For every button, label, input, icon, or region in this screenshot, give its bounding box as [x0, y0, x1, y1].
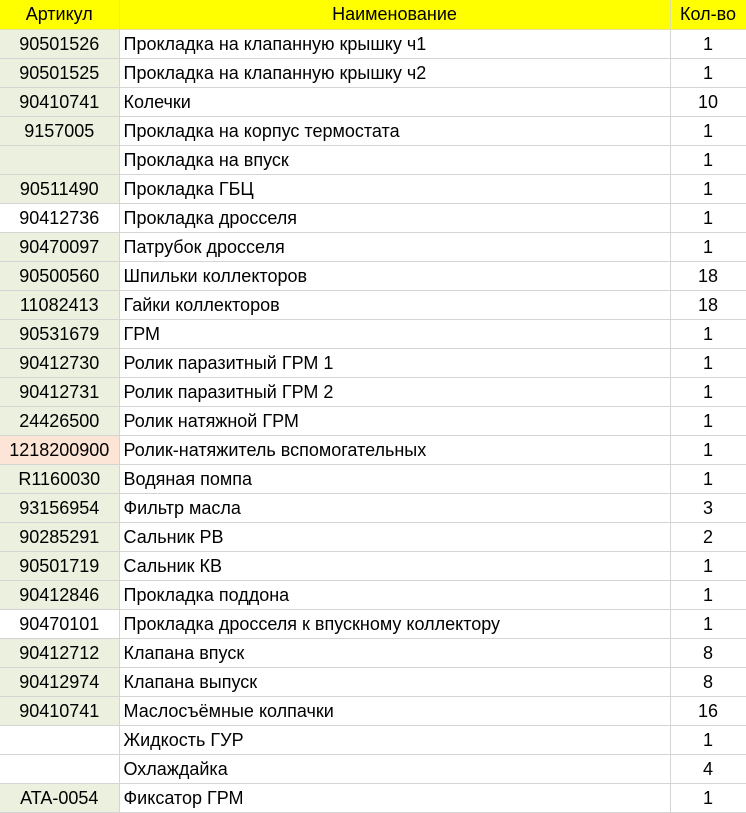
cell-qty[interactable]: 1: [670, 349, 746, 378]
cell-article[interactable]: 90531679: [0, 320, 119, 349]
cell-name[interactable]: Маслосъёмные колпачки: [119, 697, 670, 726]
cell-article[interactable]: [0, 146, 119, 175]
cell-qty[interactable]: 8: [670, 639, 746, 668]
cell-name[interactable]: Ролик-натяжитель вспомогательных: [119, 436, 670, 465]
cell-name[interactable]: Прокладка на корпус термостата: [119, 117, 670, 146]
cell-article[interactable]: [0, 726, 119, 755]
cell-article[interactable]: R1160030: [0, 465, 119, 494]
cell-name[interactable]: Клапана впуск: [119, 639, 670, 668]
table-body: [0, 30, 746, 813]
cell-qty[interactable]: 1: [670, 175, 746, 204]
cell-qty[interactable]: 10: [670, 88, 746, 117]
cell-article[interactable]: 90412730: [0, 349, 119, 378]
cell-qty[interactable]: 4: [670, 755, 746, 784]
cell-qty[interactable]: 16: [670, 697, 746, 726]
cell-name[interactable]: Гайки коллекторов: [119, 291, 670, 320]
table-row: [0, 291, 746, 320]
table-row: [0, 320, 746, 349]
table-row: [0, 465, 746, 494]
cell-name[interactable]: Сальник КВ: [119, 552, 670, 581]
cell-name[interactable]: Водяная помпа: [119, 465, 670, 494]
table-row: [0, 755, 746, 784]
cell-name[interactable]: Фильтр масла: [119, 494, 670, 523]
cell-qty[interactable]: 1: [670, 784, 746, 813]
table-row: [0, 581, 746, 610]
table-row: [0, 668, 746, 697]
cell-article[interactable]: 90412974: [0, 668, 119, 697]
table-row: [0, 407, 746, 436]
cell-article[interactable]: 90412846: [0, 581, 119, 610]
table-row: [0, 204, 746, 233]
cell-qty[interactable]: 1: [670, 233, 746, 262]
table-row: [0, 697, 746, 726]
cell-name[interactable]: Ролик паразитный ГРМ 2: [119, 378, 670, 407]
table-row: [0, 30, 746, 59]
cell-qty[interactable]: 1: [670, 204, 746, 233]
cell-article[interactable]: 24426500: [0, 407, 119, 436]
cell-article[interactable]: 90501525: [0, 59, 119, 88]
cell-qty[interactable]: 18: [670, 262, 746, 291]
cell-qty[interactable]: 1: [670, 117, 746, 146]
cell-article[interactable]: 9157005: [0, 117, 119, 146]
cell-name[interactable]: Прокладка на клапанную крышку ч2: [119, 59, 670, 88]
cell-article[interactable]: 90410741: [0, 88, 119, 117]
table-row: [0, 639, 746, 668]
cell-name[interactable]: Прокладка на впуск: [119, 146, 670, 175]
cell-article[interactable]: 90412736: [0, 204, 119, 233]
table-row: [0, 146, 746, 175]
cell-qty[interactable]: 1: [670, 30, 746, 59]
table-row: [0, 610, 746, 639]
table-row: [0, 378, 746, 407]
cell-qty[interactable]: 1: [670, 465, 746, 494]
header-qty[interactable]: Кол-во: [670, 0, 746, 30]
cell-qty[interactable]: 8: [670, 668, 746, 697]
cell-qty[interactable]: 1: [670, 59, 746, 88]
cell-name[interactable]: Прокладка дросселя к впускному коллектору: [119, 610, 670, 639]
table-row: [0, 262, 746, 291]
table-row: [0, 88, 746, 117]
header-name[interactable]: Наименование: [119, 0, 670, 30]
cell-qty[interactable]: 1: [670, 436, 746, 465]
cell-name[interactable]: Шпильки коллекторов: [119, 262, 670, 291]
table-row: [0, 349, 746, 378]
cell-article[interactable]: 90470101: [0, 610, 119, 639]
cell-name[interactable]: Ролик паразитный ГРМ 1: [119, 349, 670, 378]
cell-article[interactable]: [0, 755, 119, 784]
cell-article[interactable]: 90470097: [0, 233, 119, 262]
cell-name[interactable]: Прокладка ГБЦ: [119, 175, 670, 204]
table-row: [0, 175, 746, 204]
cell-name[interactable]: Прокладка дросселя: [119, 204, 670, 233]
cell-article[interactable]: 90410741: [0, 697, 119, 726]
cell-name[interactable]: Сальник РВ: [119, 523, 670, 552]
cell-article[interactable]: 90501719: [0, 552, 119, 581]
cell-qty[interactable]: 1: [670, 552, 746, 581]
cell-article[interactable]: 90501526: [0, 30, 119, 59]
table-row: [0, 552, 746, 581]
cell-name[interactable]: ГРМ: [119, 320, 670, 349]
cell-name[interactable]: Ролик натяжной ГРМ: [119, 407, 670, 436]
cell-article[interactable]: 90511490: [0, 175, 119, 204]
table-row: [0, 436, 746, 465]
cell-name[interactable]: Прокладка на клапанную крышку ч1: [119, 30, 670, 59]
cell-qty[interactable]: 3: [670, 494, 746, 523]
table-row: [0, 523, 746, 552]
cell-article[interactable]: 90412731: [0, 378, 119, 407]
table-row: [0, 117, 746, 146]
header-row: [0, 0, 746, 30]
cell-qty[interactable]: 18: [670, 291, 746, 320]
cell-qty[interactable]: 2: [670, 523, 746, 552]
cell-qty[interactable]: 1: [670, 726, 746, 755]
cell-article[interactable]: 90500560: [0, 262, 119, 291]
cell-article[interactable]: 90285291: [0, 523, 119, 552]
cell-name[interactable]: Клапана выпуск: [119, 668, 670, 697]
cell-name[interactable]: Жидкость ГУР: [119, 726, 670, 755]
cell-name[interactable]: Охлаждайка: [119, 755, 670, 784]
cell-article[interactable]: 90412712: [0, 639, 119, 668]
cell-article[interactable]: ATA-0054: [0, 784, 119, 813]
table-row: [0, 59, 746, 88]
cell-article[interactable]: 1218200900: [0, 436, 119, 465]
cell-qty[interactable]: 1: [670, 378, 746, 407]
cell-name[interactable]: Фиксатор ГРМ: [119, 784, 670, 813]
table-row: [0, 233, 746, 262]
cell-qty[interactable]: 1: [670, 610, 746, 639]
cell-article[interactable]: 11082413: [0, 291, 119, 320]
table-row: [0, 726, 746, 755]
cell-name[interactable]: Патрубок дросселя: [119, 233, 670, 262]
table-row: [0, 784, 746, 813]
cell-qty[interactable]: 1: [670, 320, 746, 349]
cell-name[interactable]: Прокладка поддона: [119, 581, 670, 610]
cell-name[interactable]: Колечки: [119, 88, 670, 117]
header-article[interactable]: Артикул: [0, 0, 119, 30]
cell-qty[interactable]: 1: [670, 581, 746, 610]
cell-qty[interactable]: 1: [670, 146, 746, 175]
cell-qty[interactable]: 1: [670, 407, 746, 436]
table-row: [0, 494, 746, 523]
cell-article[interactable]: 93156954: [0, 494, 119, 523]
